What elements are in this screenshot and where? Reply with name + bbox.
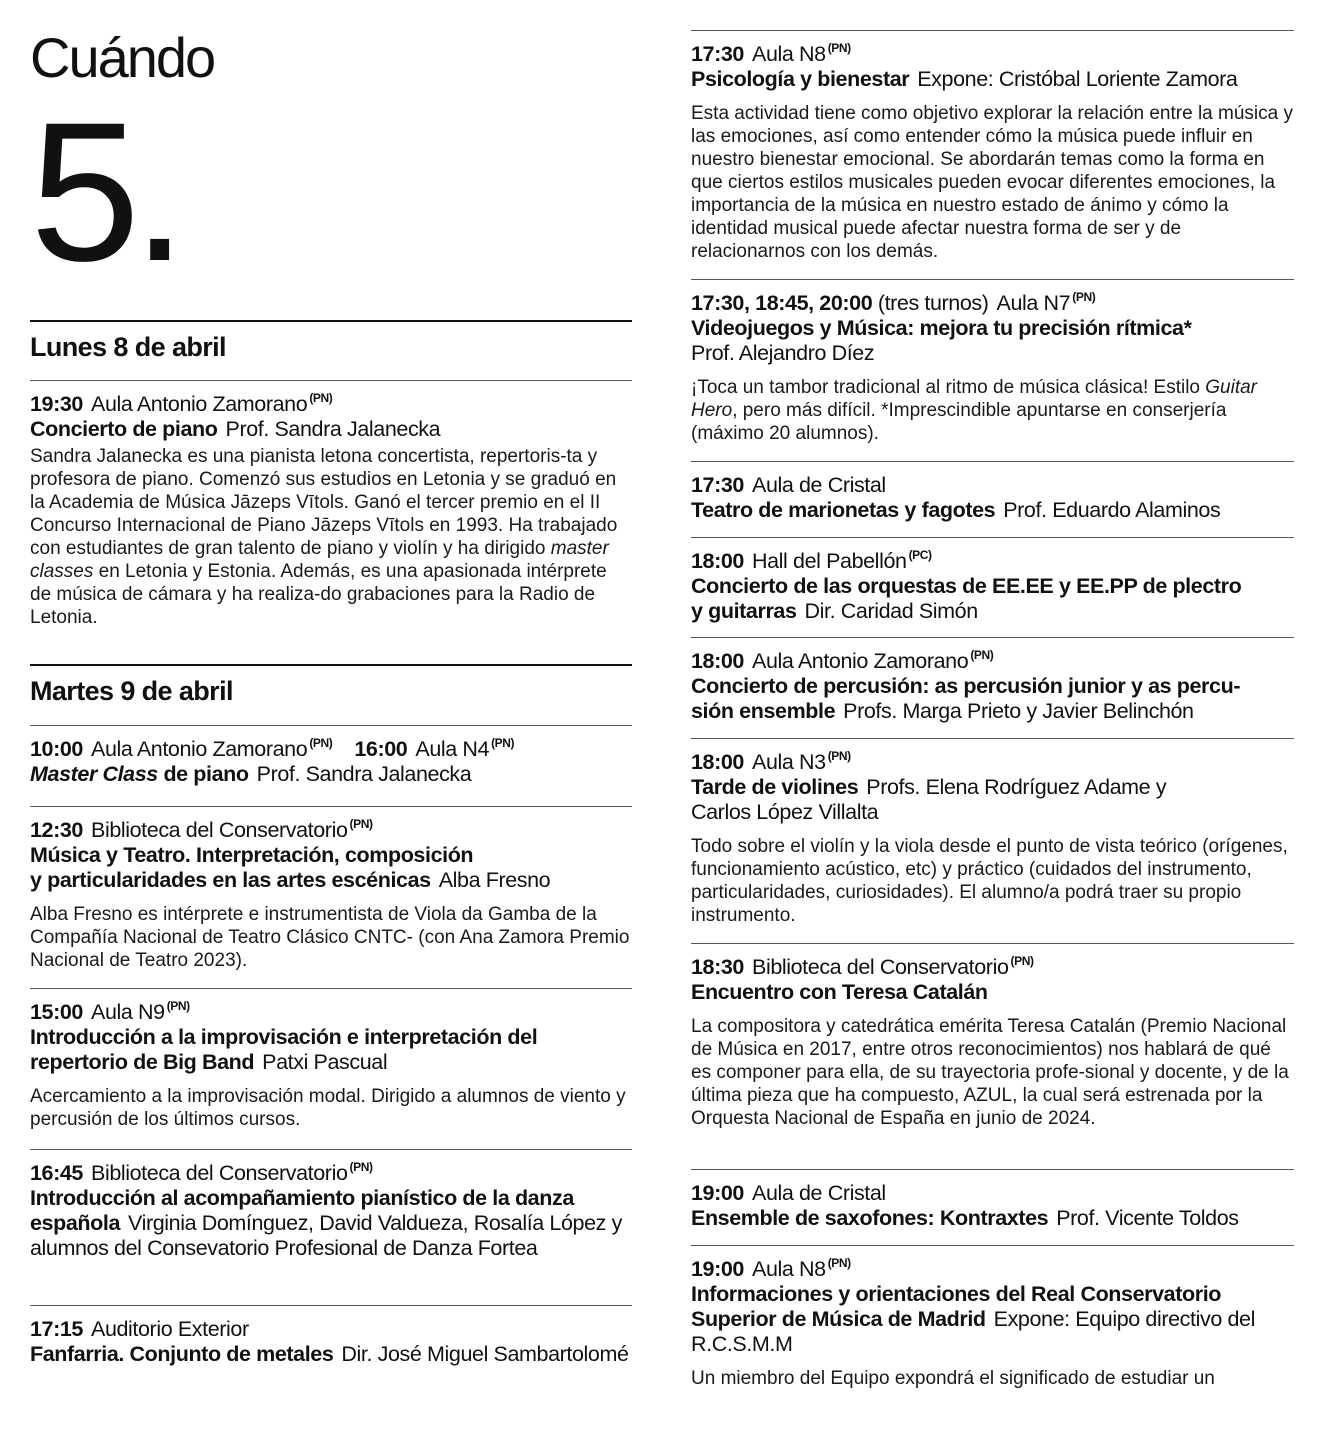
event-person: Prof. Eduardo Alaminos bbox=[1003, 498, 1221, 522]
event-time: 18:00 bbox=[691, 649, 744, 673]
event-time: 19:00 bbox=[691, 1257, 744, 1281]
event bbox=[30, 380, 632, 650]
event-title-line: Introducción al acompañamiento pianístico de la danza bbox=[30, 1186, 574, 1210]
event-title: sión ensemble bbox=[691, 699, 836, 723]
event-title: Fanfarria. Conjunto de metales bbox=[30, 1342, 334, 1366]
event-title-line: Informaciones y orientaciones del Real Conservatorio bbox=[691, 1282, 1222, 1306]
event-place: Aula N3 bbox=[752, 750, 826, 774]
event-title: Concierto de piano bbox=[30, 417, 218, 441]
event-time: 17:30 bbox=[691, 473, 744, 497]
event-time: 19:30 bbox=[30, 392, 83, 416]
event-title: de piano bbox=[163, 762, 249, 786]
event-title: Ensemble de saxofones: Kontraxtes bbox=[691, 1206, 1049, 1230]
event-tag: (PN) bbox=[827, 1256, 851, 1270]
event-place: Aula Antonio Zamorano bbox=[91, 392, 308, 416]
event-tag: (PN) bbox=[827, 749, 851, 763]
event-tag: (PC) bbox=[908, 548, 932, 562]
event-person: Profs. Marga Prieto y Javier Belinchón bbox=[843, 699, 1194, 723]
event bbox=[691, 461, 1294, 536]
event-time: 17:30 bbox=[691, 42, 744, 66]
event-place: Aula Antonio Zamorano bbox=[752, 649, 969, 673]
event-title: Videojuegos y Música: mejora tu precisión rítmica* bbox=[691, 316, 1192, 340]
event-person: Prof. Vicente Toldos bbox=[1056, 1206, 1239, 1230]
event-place: Biblioteca del Conservatorio bbox=[752, 955, 1009, 979]
event-description: Esta actividad tiene como objetivo explorar la relación entre la música y las emociones, así como entender cómo la música puede influir en nuestro bienestar emocional. Se abordarán temas como la forma en que ciertos estilos musicales pueden evocar diferentes emociones, la importancia de la música en nuestro estado de ánimo y cómo la identidad musical puede afectar nuestra forma de ser y de relacionarnos con los demás. bbox=[691, 103, 1293, 262]
event-person: Prof. Sandra Jalanecka bbox=[225, 417, 441, 441]
day-title: Martes 9 de abril bbox=[30, 676, 233, 706]
event-title-line: Música y Teatro. Interpretación, composición bbox=[30, 843, 474, 867]
section-number: 5. bbox=[30, 81, 180, 302]
event-place: Aula N8 bbox=[752, 1257, 826, 1281]
event-title: y guitarras bbox=[691, 599, 797, 623]
event-description: Todo sobre el violín y la viola desde el punto de vista teórico (orígenes, funcionamiento acústico, etc) y práctico (cuidados del instrumento, particularidades, curiosidades). El alumno/a podrá traer su propio instrumento. bbox=[691, 836, 1288, 926]
event-description: Acercamiento a la improvisación modal. Dirigido a alumnos de viento y percusión de los últimos cursos. bbox=[30, 1086, 626, 1130]
event bbox=[30, 1149, 632, 1304]
left-column bbox=[30, 0, 632, 1435]
event-time: 10:00 bbox=[30, 737, 83, 761]
event-description: Sandra Jalanecka es una pianista letona concertista, repertoris-ta y profesora de piano. Comenzó sus estudios en Letonia y se graduó en la Academia de Música Jāzeps Vītols. Ganó el tercer premio en el II Concurso Internacional de Piano Jāzeps Vītols en 1993. Ha trabajado con estudiantes de gran talento de piano y violín y ha dirigido master classes en Letonia y Estonia. Además, es una apasionada intérprete de música de cámara y ha realiza-do grabaciones para la Radio de Letonia. bbox=[30, 446, 618, 628]
day-heading bbox=[30, 320, 632, 382]
event-place: Aula de Cristal bbox=[752, 1181, 886, 1205]
event-tag: (PN) bbox=[1010, 954, 1034, 968]
event bbox=[691, 279, 1294, 459]
day-title: Lunes 8 de abril bbox=[30, 332, 226, 362]
event-time: 16:45 bbox=[30, 1161, 83, 1185]
event-description: Alba Fresno es intérprete e instrumentista de Viola da Gamba de la Compañía Nacional de Teatro Clásico CNTC- (con Ana Zamora Premio Nacional de Teatro 2023). bbox=[30, 904, 630, 971]
event-title-line: Concierto de percusión: as percusión junior y as percu- bbox=[691, 674, 1241, 698]
event bbox=[691, 30, 1294, 280]
event bbox=[691, 943, 1294, 1168]
event-time: 17:30, 18:45, 20:00 bbox=[691, 291, 873, 315]
event-time: 18:30 bbox=[691, 955, 744, 979]
event-tag: (PN) bbox=[970, 648, 994, 662]
event-description: ¡Toca un tambor tradicional al ritmo de música clásica! Estilo Guitar Hero, pero más difícil. *Imprescindible apuntarse en conserjería (máximo 20 alumnos). bbox=[691, 377, 1258, 444]
event-tag: (PN) bbox=[827, 41, 851, 55]
event-title: Superior de Música de Madrid bbox=[691, 1307, 986, 1331]
event bbox=[691, 537, 1294, 637]
event-tag: (PN) bbox=[166, 999, 190, 1013]
event-person: Profs. Elena Rodríguez Adame y Carlos López Villalta bbox=[691, 775, 1167, 824]
event-time: 18:00 bbox=[691, 750, 744, 774]
event-place: Aula N9 bbox=[91, 1000, 165, 1024]
event-time-note: (tres turnos) bbox=[877, 291, 989, 315]
event-place: Auditorio Exterior bbox=[91, 1317, 249, 1341]
event-time: 19:00 bbox=[691, 1181, 744, 1205]
right-column bbox=[691, 0, 1294, 1435]
event bbox=[30, 988, 632, 1148]
event-time: 17:15 bbox=[30, 1317, 83, 1341]
section-title: Cuándo bbox=[30, 26, 215, 89]
event-place: Aula de Cristal bbox=[752, 473, 886, 497]
event-description: La compositora y catedrática emérita Teresa Catalán (Premio Nacional de Música en 2017, entre otros reconocimientos) nos hablará de qué es componer para ella, de su trayectoria profe-sional y docente, y de la última pieza que ha compuesto, AZUL, la cual será estrenada por la Orquesta Nacional de España en junio de 2024. bbox=[691, 1016, 1289, 1129]
event-tag: (PN) bbox=[349, 817, 373, 831]
event bbox=[30, 806, 632, 986]
event-time: 18:00 bbox=[691, 549, 744, 573]
event-tag: (PN) bbox=[349, 1160, 373, 1174]
event-person: Expone: Cristóbal Loriente Zamora bbox=[917, 67, 1238, 91]
event-place: Biblioteca del Conservatorio bbox=[91, 818, 348, 842]
event-tag: (PN) bbox=[309, 391, 333, 405]
event-title: repertorio de Big Band bbox=[30, 1050, 255, 1074]
event-person: Dir. Caridad Simón bbox=[804, 599, 978, 623]
event-tag: (PN) bbox=[1072, 290, 1096, 304]
event-person: Expone: Equipo directivo del R.C.S.M.M bbox=[691, 1307, 1255, 1356]
event-place: Aula Antonio Zamorano bbox=[91, 737, 308, 761]
event-title: Tarde de violines bbox=[691, 775, 859, 799]
event-title: Psicología y bienestar bbox=[691, 67, 910, 91]
event-title-italic: Master Class bbox=[30, 762, 158, 786]
event bbox=[30, 1305, 632, 1405]
event-time-2: 16:00 bbox=[354, 737, 408, 761]
event-title: Encuentro con Teresa Catalán bbox=[691, 980, 988, 1004]
event-title: Teatro de marionetas y fagotes bbox=[691, 498, 996, 522]
event-title: y particularidades en las artes escénicas bbox=[30, 868, 431, 892]
day-heading bbox=[30, 664, 632, 726]
event-person: Prof. Sandra Jalanecka bbox=[256, 762, 472, 786]
event-time: 12:30 bbox=[30, 818, 83, 842]
event-place: Hall del Pabellón bbox=[752, 549, 907, 573]
event bbox=[691, 738, 1294, 943]
event-title-line: Introducción a la improvisación e interpretación del bbox=[30, 1025, 538, 1049]
event bbox=[691, 1245, 1294, 1425]
event-tag: (PN) bbox=[309, 736, 333, 750]
event-place: Aula N8 bbox=[752, 42, 826, 66]
event-person: Dir. José Miguel Sambartolomé bbox=[341, 1342, 629, 1366]
event bbox=[30, 725, 632, 805]
event-person: Virginia Domínguez, David Valdueza, Rosalía López y alumnos del Consevatorio Profesional de Danza Fortea bbox=[30, 1211, 622, 1260]
event bbox=[691, 1169, 1294, 1244]
event-place-2: Aula N4 bbox=[415, 737, 490, 761]
event-description: Un miembro del Equipo expondrá el significado de estudiar un bbox=[691, 1368, 1215, 1389]
event-place: Biblioteca del Conservatorio bbox=[91, 1161, 348, 1185]
event-person: Alba Fresno bbox=[438, 868, 551, 892]
event bbox=[691, 637, 1294, 737]
event-time: 15:00 bbox=[30, 1000, 83, 1024]
event-title: española bbox=[30, 1211, 121, 1235]
event-title-line: Concierto de las orquestas de EE.EE y EE.PP de plectro bbox=[691, 574, 1242, 598]
event-place: Aula N7 bbox=[996, 291, 1071, 315]
event-person: Patxi Pascual bbox=[262, 1050, 388, 1074]
event-tag-2: (PN) bbox=[491, 736, 515, 750]
event-person: Prof. Alejandro Díez bbox=[691, 341, 875, 365]
